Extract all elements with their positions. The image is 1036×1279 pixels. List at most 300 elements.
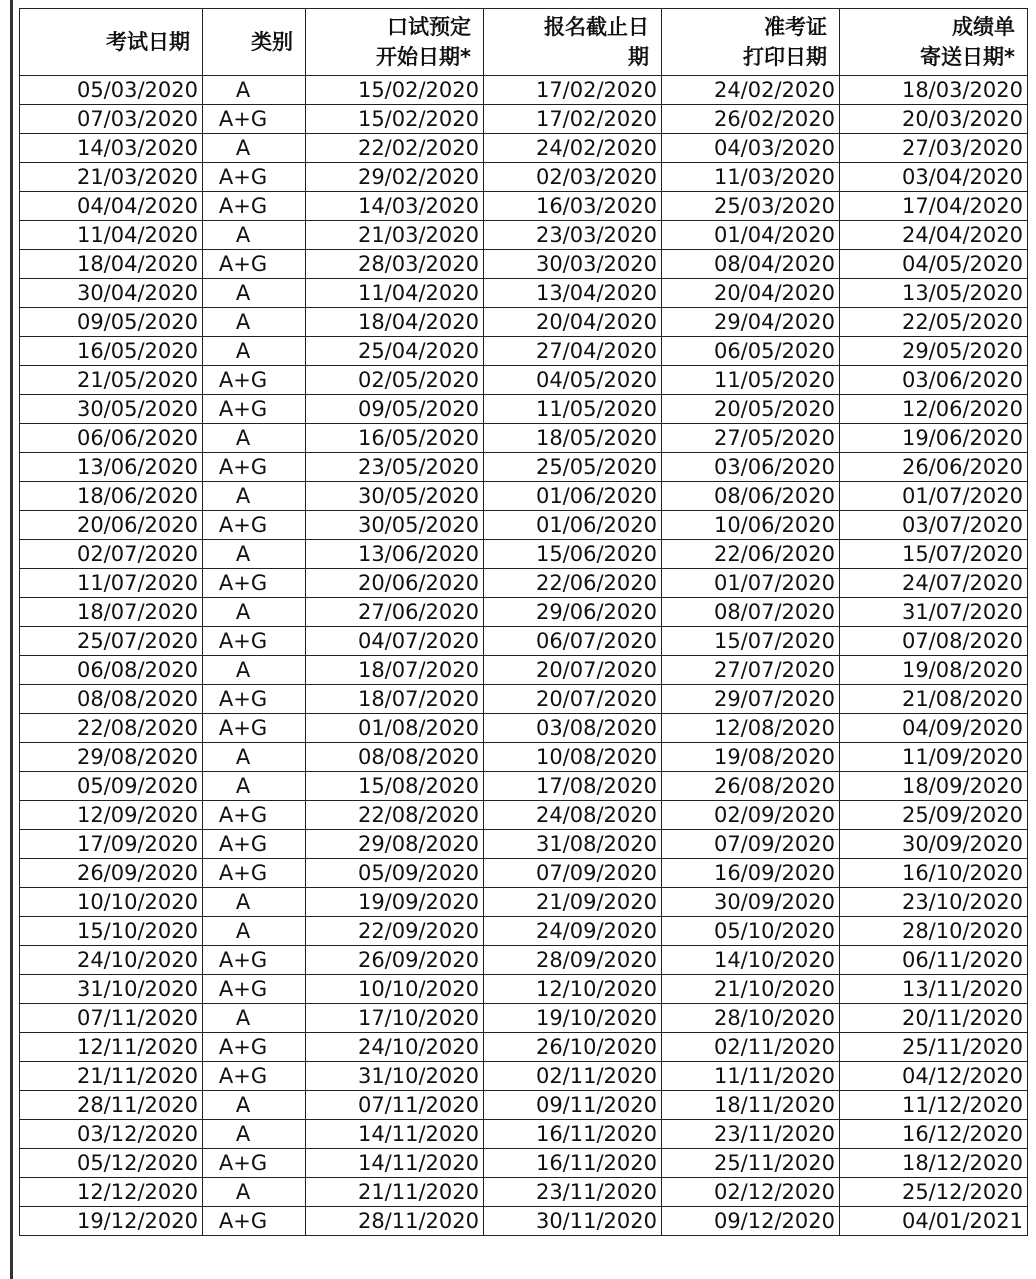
speaking-start-date-cell: 02/05/2020: [306, 366, 484, 395]
category-cell: A+G: [203, 163, 306, 192]
table-row: [20, 859, 1028, 888]
category-cell: A: [203, 1178, 306, 1207]
speaking-start-date-cell: 28/03/2020: [306, 250, 484, 279]
speaking-start-date-cell: 18/07/2020: [306, 685, 484, 714]
page-edge-rule: [10, 0, 13, 1279]
header-line: 寄送日期*: [920, 45, 1015, 69]
category-cell: A+G: [203, 1033, 306, 1062]
speaking-start-date-cell: 14/11/2020: [306, 1149, 484, 1178]
transcript-mail-date-cell: 22/05/2020: [840, 308, 1028, 337]
exam-date-cell: 04/04/2020: [20, 192, 203, 221]
admission-ticket-print-date-cell: 08/06/2020: [662, 482, 840, 511]
table-row: [20, 424, 1028, 453]
speaking-start-date-cell: 09/05/2020: [306, 395, 484, 424]
transcript-mail-date-cell: 13/11/2020: [840, 975, 1028, 1004]
table-row: [20, 1004, 1028, 1033]
exam-date-cell: 16/05/2020: [20, 337, 203, 366]
admission-ticket-print-date-cell: 18/11/2020: [662, 1091, 840, 1120]
category-cell: A: [203, 221, 306, 250]
registration-deadline-cell: 23/11/2020: [484, 1178, 662, 1207]
speaking-start-date-cell: 15/02/2020: [306, 76, 484, 105]
exam-date-cell: 21/03/2020: [20, 163, 203, 192]
admission-ticket-print-date-cell: 25/11/2020: [662, 1149, 840, 1178]
registration-deadline-cell: 20/04/2020: [484, 308, 662, 337]
speaking-start-date-cell: 07/11/2020: [306, 1091, 484, 1120]
registration-deadline-cell: 20/07/2020: [484, 685, 662, 714]
table-row: [20, 279, 1028, 308]
category-cell: A+G: [203, 192, 306, 221]
category-cell: A: [203, 1004, 306, 1033]
speaking-start-date-cell: 04/07/2020: [306, 627, 484, 656]
category-cell: A+G: [203, 946, 306, 975]
transcript-mail-date-cell: 30/09/2020: [840, 830, 1028, 859]
registration-deadline-cell: 02/03/2020: [484, 163, 662, 192]
category-cell: A: [203, 337, 306, 366]
table-row: [20, 627, 1028, 656]
transcript-mail-date-cell: 18/09/2020: [840, 772, 1028, 801]
exam-date-cell: 19/12/2020: [20, 1207, 203, 1236]
speaking-start-date-cell: 28/11/2020: [306, 1207, 484, 1236]
table-row: [20, 743, 1028, 772]
speaking-start-date-cell: 23/05/2020: [306, 453, 484, 482]
registration-deadline-cell: 20/07/2020: [484, 656, 662, 685]
header-line: 打印日期: [743, 45, 827, 69]
admission-ticket-print-date-cell: 04/03/2020: [662, 134, 840, 163]
speaking-start-date-cell: 17/10/2020: [306, 1004, 484, 1033]
table-row: [20, 685, 1028, 714]
exam-date-cell: 11/07/2020: [20, 569, 203, 598]
table-row: [20, 772, 1028, 801]
speaking-start-date-cell: 14/03/2020: [306, 192, 484, 221]
header-admission-ticket-print-date: [662, 9, 840, 76]
transcript-mail-date-cell: 04/05/2020: [840, 250, 1028, 279]
admission-ticket-print-date-cell: 25/03/2020: [662, 192, 840, 221]
exam-date-cell: 30/04/2020: [20, 279, 203, 308]
admission-ticket-print-date-cell: 14/10/2020: [662, 946, 840, 975]
table-row: [20, 975, 1028, 1004]
registration-deadline-cell: 22/06/2020: [484, 569, 662, 598]
speaking-start-date-cell: 22/02/2020: [306, 134, 484, 163]
speaking-start-date-cell: 16/05/2020: [306, 424, 484, 453]
speaking-start-date-cell: 22/08/2020: [306, 801, 484, 830]
exam-date-cell: 29/08/2020: [20, 743, 203, 772]
admission-ticket-print-date-cell: 29/07/2020: [662, 685, 840, 714]
registration-deadline-cell: 17/02/2020: [484, 76, 662, 105]
admission-ticket-print-date-cell: 21/10/2020: [662, 975, 840, 1004]
category-cell: A: [203, 1120, 306, 1149]
category-cell: A+G: [203, 453, 306, 482]
transcript-mail-date-cell: 04/09/2020: [840, 714, 1028, 743]
category-cell: A+G: [203, 1207, 306, 1236]
speaking-start-date-cell: 21/03/2020: [306, 221, 484, 250]
admission-ticket-print-date-cell: 02/09/2020: [662, 801, 840, 830]
admission-ticket-print-date-cell: 10/06/2020: [662, 511, 840, 540]
category-cell: A: [203, 598, 306, 627]
admission-ticket-print-date-cell: 08/04/2020: [662, 250, 840, 279]
header-speaking-start-date: [306, 9, 484, 76]
registration-deadline-cell: 07/09/2020: [484, 859, 662, 888]
table-row: [20, 192, 1028, 221]
transcript-mail-date-cell: 28/10/2020: [840, 917, 1028, 946]
table-row: [20, 1178, 1028, 1207]
transcript-mail-date-cell: 20/11/2020: [840, 1004, 1028, 1033]
admission-ticket-print-date-cell: 26/08/2020: [662, 772, 840, 801]
header-line: 准考证: [764, 15, 827, 39]
category-cell: A+G: [203, 830, 306, 859]
admission-ticket-print-date-cell: 16/09/2020: [662, 859, 840, 888]
table-row: [20, 656, 1028, 685]
exam-date-cell: 02/07/2020: [20, 540, 203, 569]
exam-date-cell: 05/09/2020: [20, 772, 203, 801]
header-line: 成绩单: [952, 15, 1015, 39]
table-row: [20, 308, 1028, 337]
category-cell: A+G: [203, 105, 306, 134]
admission-ticket-print-date-cell: 11/05/2020: [662, 366, 840, 395]
speaking-start-date-cell: 26/09/2020: [306, 946, 484, 975]
header-line: 类别: [251, 30, 293, 54]
registration-deadline-cell: 04/05/2020: [484, 366, 662, 395]
category-cell: A+G: [203, 859, 306, 888]
header-line: 口试预定: [387, 15, 471, 39]
category-cell: A: [203, 888, 306, 917]
exam-date-cell: 05/03/2020: [20, 76, 203, 105]
admission-ticket-print-date-cell: 29/04/2020: [662, 308, 840, 337]
table-row: [20, 134, 1028, 163]
registration-deadline-cell: 18/05/2020: [484, 424, 662, 453]
speaking-start-date-cell: 19/09/2020: [306, 888, 484, 917]
category-cell: A+G: [203, 1062, 306, 1091]
table-row: [20, 1149, 1028, 1178]
registration-deadline-cell: 15/06/2020: [484, 540, 662, 569]
transcript-mail-date-cell: 18/12/2020: [840, 1149, 1028, 1178]
exam-date-cell: 18/04/2020: [20, 250, 203, 279]
speaking-start-date-cell: 29/02/2020: [306, 163, 484, 192]
speaking-start-date-cell: 31/10/2020: [306, 1062, 484, 1091]
category-cell: A: [203, 482, 306, 511]
category-cell: A+G: [203, 627, 306, 656]
transcript-mail-date-cell: 24/07/2020: [840, 569, 1028, 598]
exam-date-cell: 13/06/2020: [20, 453, 203, 482]
speaking-start-date-cell: 30/05/2020: [306, 511, 484, 540]
speaking-start-date-cell: 14/11/2020: [306, 1120, 484, 1149]
registration-deadline-cell: 16/11/2020: [484, 1149, 662, 1178]
table-row: [20, 569, 1028, 598]
admission-ticket-print-date-cell: 12/08/2020: [662, 714, 840, 743]
speaking-start-date-cell: 24/10/2020: [306, 1033, 484, 1062]
transcript-mail-date-cell: 25/12/2020: [840, 1178, 1028, 1207]
category-cell: A: [203, 279, 306, 308]
admission-ticket-print-date-cell: 11/11/2020: [662, 1062, 840, 1091]
transcript-mail-date-cell: 21/08/2020: [840, 685, 1028, 714]
registration-deadline-cell: 30/11/2020: [484, 1207, 662, 1236]
transcript-mail-date-cell: 06/11/2020: [840, 946, 1028, 975]
speaking-start-date-cell: 30/05/2020: [306, 482, 484, 511]
registration-deadline-cell: 24/08/2020: [484, 801, 662, 830]
header-line: 开始日期*: [376, 45, 471, 69]
transcript-mail-date-cell: 17/04/2020: [840, 192, 1028, 221]
speaking-start-date-cell: 21/11/2020: [306, 1178, 484, 1207]
transcript-mail-date-cell: 11/09/2020: [840, 743, 1028, 772]
exam-date-cell: 05/12/2020: [20, 1149, 203, 1178]
speaking-start-date-cell: 11/04/2020: [306, 279, 484, 308]
transcript-mail-date-cell: 19/08/2020: [840, 656, 1028, 685]
transcript-mail-date-cell: 18/03/2020: [840, 76, 1028, 105]
registration-deadline-cell: 06/07/2020: [484, 627, 662, 656]
speaking-start-date-cell: 27/06/2020: [306, 598, 484, 627]
transcript-mail-date-cell: 20/03/2020: [840, 105, 1028, 134]
exam-date-cell: 18/07/2020: [20, 598, 203, 627]
registration-deadline-cell: 16/11/2020: [484, 1120, 662, 1149]
speaking-start-date-cell: 18/07/2020: [306, 656, 484, 685]
admission-ticket-print-date-cell: 08/07/2020: [662, 598, 840, 627]
table-row: [20, 801, 1028, 830]
category-cell: A+G: [203, 714, 306, 743]
table-row: [20, 1120, 1028, 1149]
transcript-mail-date-cell: 26/06/2020: [840, 453, 1028, 482]
admission-ticket-print-date-cell: 15/07/2020: [662, 627, 840, 656]
registration-deadline-cell: 17/08/2020: [484, 772, 662, 801]
registration-deadline-cell: 01/06/2020: [484, 511, 662, 540]
exam-date-cell: 06/06/2020: [20, 424, 203, 453]
exam-date-cell: 03/12/2020: [20, 1120, 203, 1149]
category-cell: A: [203, 76, 306, 105]
table-row: [20, 1091, 1028, 1120]
category-cell: A: [203, 656, 306, 685]
transcript-mail-date-cell: 04/12/2020: [840, 1062, 1028, 1091]
table-row: [20, 395, 1028, 424]
header-category: [203, 9, 306, 76]
admission-ticket-print-date-cell: 11/03/2020: [662, 163, 840, 192]
category-cell: A+G: [203, 685, 306, 714]
exam-date-cell: 07/03/2020: [20, 105, 203, 134]
header-registration-deadline: [484, 9, 662, 76]
admission-ticket-print-date-cell: 02/12/2020: [662, 1178, 840, 1207]
exam-date-cell: 30/05/2020: [20, 395, 203, 424]
transcript-mail-date-cell: 25/11/2020: [840, 1033, 1028, 1062]
registration-deadline-cell: 16/03/2020: [484, 192, 662, 221]
admission-ticket-print-date-cell: 09/12/2020: [662, 1207, 840, 1236]
speaking-start-date-cell: 05/09/2020: [306, 859, 484, 888]
table-row: [20, 1062, 1028, 1091]
admission-ticket-print-date-cell: 03/06/2020: [662, 453, 840, 482]
admission-ticket-print-date-cell: 19/08/2020: [662, 743, 840, 772]
exam-date-cell: 26/09/2020: [20, 859, 203, 888]
transcript-mail-date-cell: 07/08/2020: [840, 627, 1028, 656]
admission-ticket-print-date-cell: 02/11/2020: [662, 1033, 840, 1062]
exam-schedule-table: [19, 8, 1028, 1236]
exam-date-cell: 07/11/2020: [20, 1004, 203, 1033]
header-transcript-mail-date: [840, 9, 1028, 76]
speaking-start-date-cell: 08/08/2020: [306, 743, 484, 772]
category-cell: A: [203, 743, 306, 772]
table-row: [20, 453, 1028, 482]
exam-date-cell: 25/07/2020: [20, 627, 203, 656]
transcript-mail-date-cell: 12/06/2020: [840, 395, 1028, 424]
header-exam-date: [20, 9, 203, 76]
registration-deadline-cell: 27/04/2020: [484, 337, 662, 366]
admission-ticket-print-date-cell: 01/04/2020: [662, 221, 840, 250]
table-row: [20, 511, 1028, 540]
admission-ticket-print-date-cell: 24/02/2020: [662, 76, 840, 105]
category-cell: A+G: [203, 801, 306, 830]
transcript-mail-date-cell: 03/07/2020: [840, 511, 1028, 540]
admission-ticket-print-date-cell: 06/05/2020: [662, 337, 840, 366]
exam-date-cell: 22/08/2020: [20, 714, 203, 743]
exam-date-cell: 12/09/2020: [20, 801, 203, 830]
table-row: [20, 250, 1028, 279]
speaking-start-date-cell: 15/08/2020: [306, 772, 484, 801]
registration-deadline-cell: 09/11/2020: [484, 1091, 662, 1120]
admission-ticket-print-date-cell: 05/10/2020: [662, 917, 840, 946]
registration-deadline-cell: 30/03/2020: [484, 250, 662, 279]
category-cell: A+G: [203, 366, 306, 395]
admission-ticket-print-date-cell: 23/11/2020: [662, 1120, 840, 1149]
registration-deadline-cell: 01/06/2020: [484, 482, 662, 511]
registration-deadline-cell: 19/10/2020: [484, 1004, 662, 1033]
header-row: [20, 9, 1028, 76]
transcript-mail-date-cell: 31/07/2020: [840, 598, 1028, 627]
speaking-start-date-cell: 15/02/2020: [306, 105, 484, 134]
table-header: [20, 9, 1028, 76]
admission-ticket-print-date-cell: 07/09/2020: [662, 830, 840, 859]
header-line: 期: [628, 45, 649, 69]
category-cell: A: [203, 917, 306, 946]
category-cell: A: [203, 1091, 306, 1120]
exam-date-cell: 12/12/2020: [20, 1178, 203, 1207]
table-row: [20, 917, 1028, 946]
speaking-start-date-cell: 18/04/2020: [306, 308, 484, 337]
category-cell: A+G: [203, 569, 306, 598]
speaking-start-date-cell: 01/08/2020: [306, 714, 484, 743]
admission-ticket-print-date-cell: 27/07/2020: [662, 656, 840, 685]
exam-date-cell: 18/06/2020: [20, 482, 203, 511]
registration-deadline-cell: 02/11/2020: [484, 1062, 662, 1091]
transcript-mail-date-cell: 16/10/2020: [840, 859, 1028, 888]
exam-date-cell: 24/10/2020: [20, 946, 203, 975]
category-cell: A+G: [203, 395, 306, 424]
category-cell: A: [203, 424, 306, 453]
table-row: [20, 76, 1028, 105]
table-row: [20, 221, 1028, 250]
category-cell: A: [203, 134, 306, 163]
table-body: [20, 76, 1028, 1236]
speaking-start-date-cell: 20/06/2020: [306, 569, 484, 598]
category-cell: A: [203, 772, 306, 801]
category-cell: A: [203, 308, 306, 337]
transcript-mail-date-cell: 27/03/2020: [840, 134, 1028, 163]
exam-date-cell: 21/11/2020: [20, 1062, 203, 1091]
table-row: [20, 1207, 1028, 1236]
transcript-mail-date-cell: 29/05/2020: [840, 337, 1028, 366]
table-row: [20, 714, 1028, 743]
speaking-start-date-cell: 10/10/2020: [306, 975, 484, 1004]
exam-date-cell: 08/08/2020: [20, 685, 203, 714]
registration-deadline-cell: 24/02/2020: [484, 134, 662, 163]
exam-date-cell: 11/04/2020: [20, 221, 203, 250]
registration-deadline-cell: 13/04/2020: [484, 279, 662, 308]
registration-deadline-cell: 28/09/2020: [484, 946, 662, 975]
speaking-start-date-cell: 25/04/2020: [306, 337, 484, 366]
transcript-mail-date-cell: 15/07/2020: [840, 540, 1028, 569]
registration-deadline-cell: 25/05/2020: [484, 453, 662, 482]
exam-date-cell: 17/09/2020: [20, 830, 203, 859]
registration-deadline-cell: 29/06/2020: [484, 598, 662, 627]
admission-ticket-print-date-cell: 30/09/2020: [662, 888, 840, 917]
category-cell: A: [203, 540, 306, 569]
category-cell: A+G: [203, 1149, 306, 1178]
admission-ticket-print-date-cell: 26/02/2020: [662, 105, 840, 134]
header-line: 报名截止日: [544, 15, 649, 39]
exam-date-cell: 21/05/2020: [20, 366, 203, 395]
registration-deadline-cell: 17/02/2020: [484, 105, 662, 134]
table-row: [20, 540, 1028, 569]
table-row: [20, 1033, 1028, 1062]
admission-ticket-print-date-cell: 01/07/2020: [662, 569, 840, 598]
admission-ticket-print-date-cell: 22/06/2020: [662, 540, 840, 569]
transcript-mail-date-cell: 04/01/2021: [840, 1207, 1028, 1236]
transcript-mail-date-cell: 19/06/2020: [840, 424, 1028, 453]
exam-date-cell: 31/10/2020: [20, 975, 203, 1004]
registration-deadline-cell: 31/08/2020: [484, 830, 662, 859]
registration-deadline-cell: 23/03/2020: [484, 221, 662, 250]
exam-date-cell: 15/10/2020: [20, 917, 203, 946]
table-row: [20, 105, 1028, 134]
exam-date-cell: 10/10/2020: [20, 888, 203, 917]
registration-deadline-cell: 24/09/2020: [484, 917, 662, 946]
transcript-mail-date-cell: 13/05/2020: [840, 279, 1028, 308]
transcript-mail-date-cell: 03/04/2020: [840, 163, 1028, 192]
header-line: 考试日期: [106, 30, 190, 54]
table-row: [20, 163, 1028, 192]
exam-date-cell: 12/11/2020: [20, 1033, 203, 1062]
transcript-mail-date-cell: 23/10/2020: [840, 888, 1028, 917]
transcript-mail-date-cell: 11/12/2020: [840, 1091, 1028, 1120]
table-row: [20, 598, 1028, 627]
exam-date-cell: 14/03/2020: [20, 134, 203, 163]
transcript-mail-date-cell: 24/04/2020: [840, 221, 1028, 250]
admission-ticket-print-date-cell: 27/05/2020: [662, 424, 840, 453]
registration-deadline-cell: 12/10/2020: [484, 975, 662, 1004]
table-row: [20, 366, 1028, 395]
admission-ticket-print-date-cell: 20/04/2020: [662, 279, 840, 308]
exam-date-cell: 06/08/2020: [20, 656, 203, 685]
admission-ticket-print-date-cell: 20/05/2020: [662, 395, 840, 424]
admission-ticket-print-date-cell: 28/10/2020: [662, 1004, 840, 1033]
transcript-mail-date-cell: 25/09/2020: [840, 801, 1028, 830]
table-row: [20, 830, 1028, 859]
speaking-start-date-cell: 13/06/2020: [306, 540, 484, 569]
registration-deadline-cell: 11/05/2020: [484, 395, 662, 424]
speaking-start-date-cell: 29/08/2020: [306, 830, 484, 859]
table-row: [20, 888, 1028, 917]
category-cell: A+G: [203, 975, 306, 1004]
category-cell: A+G: [203, 250, 306, 279]
exam-date-cell: 20/06/2020: [20, 511, 203, 540]
category-cell: A+G: [203, 511, 306, 540]
table-row: [20, 482, 1028, 511]
transcript-mail-date-cell: 03/06/2020: [840, 366, 1028, 395]
registration-deadline-cell: 10/08/2020: [484, 743, 662, 772]
registration-deadline-cell: 21/09/2020: [484, 888, 662, 917]
table-row: [20, 337, 1028, 366]
transcript-mail-date-cell: 16/12/2020: [840, 1120, 1028, 1149]
exam-date-cell: 09/05/2020: [20, 308, 203, 337]
speaking-start-date-cell: 22/09/2020: [306, 917, 484, 946]
exam-date-cell: 28/11/2020: [20, 1091, 203, 1120]
table-row: [20, 946, 1028, 975]
transcript-mail-date-cell: 01/07/2020: [840, 482, 1028, 511]
registration-deadline-cell: 03/08/2020: [484, 714, 662, 743]
